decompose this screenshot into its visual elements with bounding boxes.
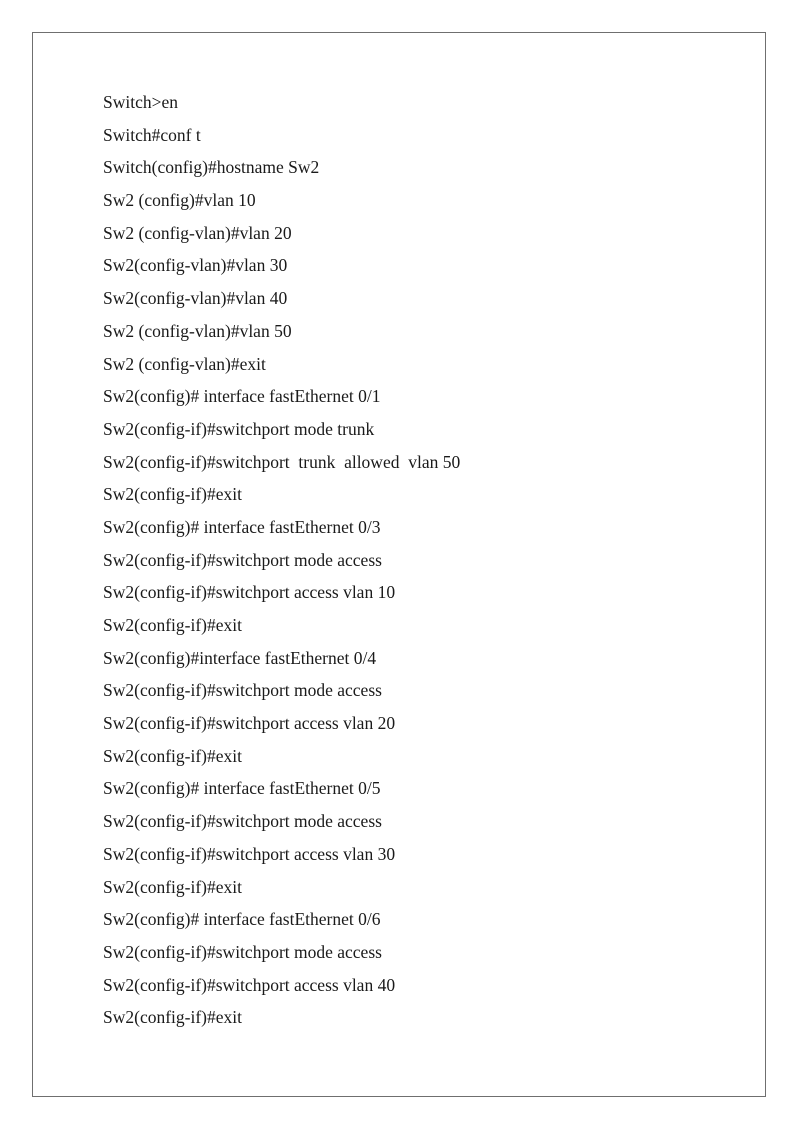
command-line: Sw2 (config)#vlan 10 xyxy=(103,190,256,211)
command-line: Sw2 (config-vlan)#vlan 50 xyxy=(103,320,292,341)
command-line: Sw2(config)# interface fastEthernet 0/6 xyxy=(103,909,381,930)
command-line: Sw2 (config-vlan)#exit xyxy=(103,353,266,374)
command-line: Sw2(config-if)#exit xyxy=(103,876,242,897)
command-line: Sw2(config)#interface fastEthernet 0/4 xyxy=(103,647,377,668)
command-line: Sw2(config-if)#exit xyxy=(103,745,242,766)
command-line: Sw2(config-if)#switchport access vlan 30 xyxy=(103,843,396,864)
command-line: Sw2(config)# interface fastEthernet 0/3 xyxy=(103,516,381,537)
command-line: Sw2(config-if)#switchport mode trunk xyxy=(103,418,375,439)
command-line: Sw2(config-vlan)#vlan 30 xyxy=(103,255,288,276)
command-line: Sw2(config-if)#exit xyxy=(103,1007,242,1028)
command-line: Sw2(config-if)#switchport access vlan 40 xyxy=(103,974,396,995)
command-line: Switch#conf t xyxy=(103,124,201,145)
command-line: Switch>en xyxy=(103,92,178,112)
command-line: Sw2(config)# interface fastEthernet 0/5 xyxy=(103,778,381,799)
command-line: Sw2(config-if)#exit xyxy=(103,615,242,635)
command-line: Switch(config)#hostname Sw2 xyxy=(103,157,320,178)
command-line: Sw2(config-if)#switchport mode access xyxy=(103,549,382,570)
command-line: Sw2(config-if)#switchport access vlan 20 xyxy=(103,713,396,734)
command-line: Sw2(config-if)#switchport access vlan 10 xyxy=(103,582,396,603)
command-listing xyxy=(103,88,460,1036)
command-line: Sw2 (config-vlan)#vlan 20 xyxy=(103,222,292,243)
command-line: Sw2(config-if)#switchport mode access xyxy=(103,941,382,962)
command-line: Sw2(config-vlan)#vlan 40 xyxy=(103,288,288,309)
command-line: Sw2(config-if)#switchport trunk allowed vlan 50 xyxy=(103,451,461,472)
command-line: Sw2(config-if)#switchport mode access xyxy=(103,811,382,832)
command-line: Sw2(config-if)#switchport mode access xyxy=(103,680,382,701)
command-line: Sw2(config-if)#exit xyxy=(103,484,242,505)
command-line: Sw2(config)# interface fastEthernet 0/1 xyxy=(103,386,381,407)
